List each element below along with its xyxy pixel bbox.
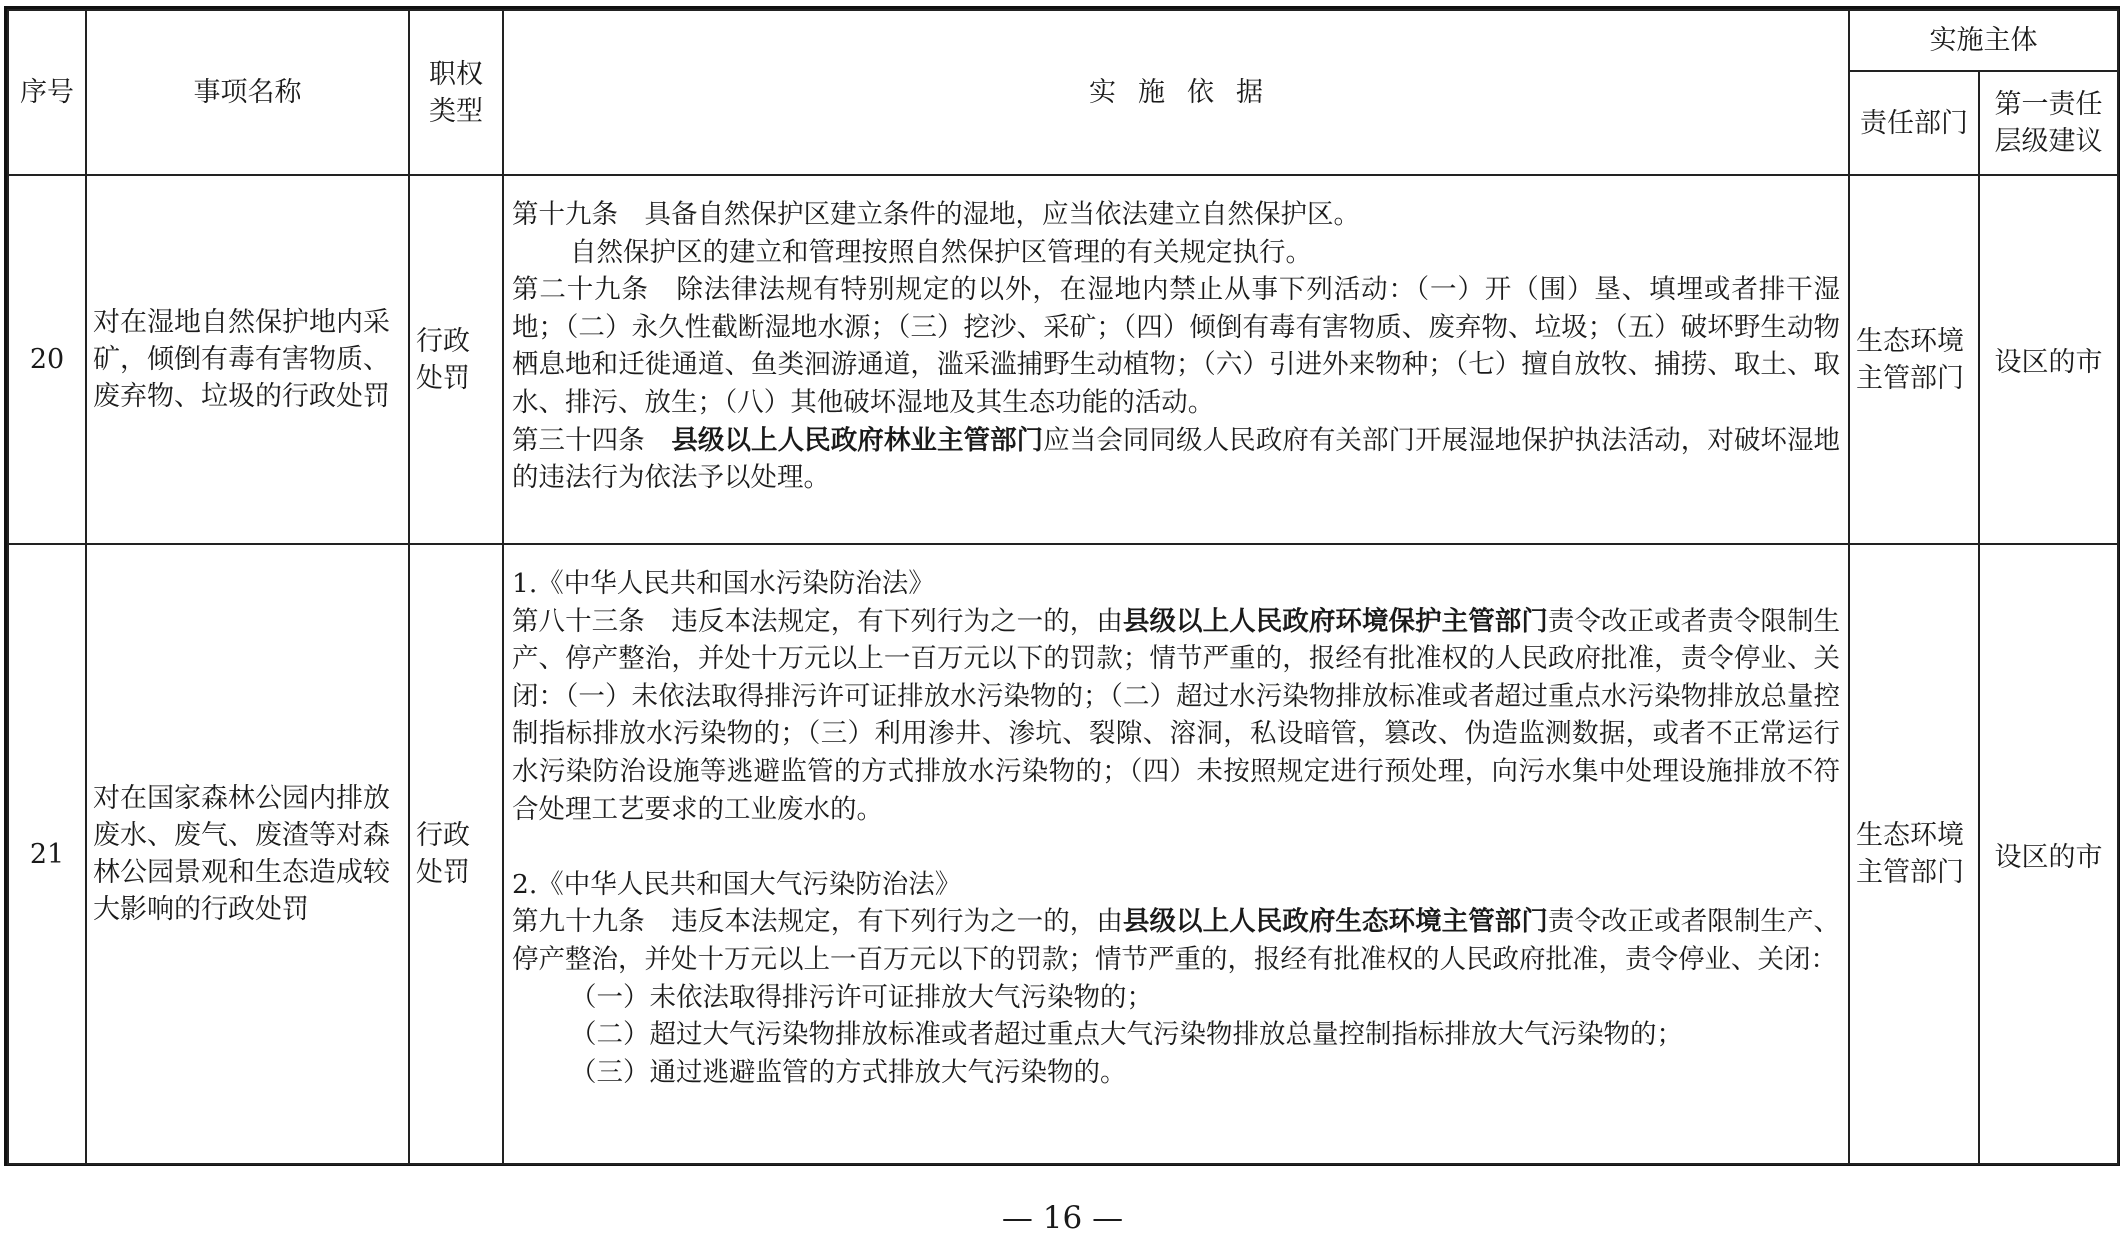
law-title: 1.《中华人民共和国水污染防治法》 bbox=[512, 568, 935, 599]
header-level bbox=[1979, 71, 2118, 175]
header-power-type bbox=[409, 10, 503, 175]
basis-paragraph bbox=[512, 903, 1840, 978]
row-item-name: 对在国家森林公园内排放废水、废气、废渣等对森林公园景观和生态造成较大影响的行政处罚 bbox=[86, 544, 409, 1164]
basis-paragraph bbox=[512, 422, 1840, 497]
responsible-authority: 县级以上人民政府生态环境主管部门 bbox=[1122, 906, 1548, 938]
law-title: 2.《中华人民共和国大气污染防治法》 bbox=[512, 868, 962, 900]
row-seq: 20 bbox=[8, 175, 86, 544]
regulation-table-sheet bbox=[4, 6, 2120, 1166]
row-level: 设区的市 bbox=[1979, 544, 2118, 1164]
basis-list-item: （一）未依法取得排污许可证排放大气污染物的； bbox=[570, 981, 1153, 1013]
responsible-authority: 县级以上人民政府林业主管部门 bbox=[671, 424, 1044, 456]
header-level-line1: 第一责任 bbox=[1994, 89, 2103, 120]
regulation-table bbox=[7, 9, 2119, 1165]
header-power-type-line1: 职权 bbox=[429, 58, 483, 90]
table-row bbox=[8, 544, 2118, 1164]
header-subject: 实施主体 bbox=[1849, 10, 2118, 71]
header-dept: 责任部门 bbox=[1849, 71, 1979, 175]
row-power-type: 行政处罚 bbox=[409, 175, 503, 544]
responsible-authority: 县级以上人民政府环境保护主管部门 bbox=[1122, 605, 1548, 637]
row-basis bbox=[503, 175, 1849, 544]
header-level-line2: 层级建议 bbox=[1994, 126, 2103, 157]
page-number: — 16 — bbox=[1001, 1200, 1124, 1236]
row-dept: 生态环境主管部门 bbox=[1849, 175, 1979, 544]
basis-paragraph: 自然保护区的建立和管理按照自然保护区管理的有关规定执行。 bbox=[570, 236, 1312, 268]
header-seq: 序号 bbox=[8, 10, 86, 175]
header-row-1 bbox=[8, 10, 2118, 71]
basis-list-item: （二）超过大气污染物排放标准或者超过重点大气污染物排放总量控制指标排放大气污染物的； bbox=[570, 1019, 1683, 1051]
row-power-type: 行政处罚 bbox=[409, 544, 503, 1164]
article-prefix: 第三十四条 bbox=[512, 424, 672, 456]
row-seq: 21 bbox=[8, 544, 86, 1164]
basis-paragraph: 第二十九条 除法律法规有特别规定的以外，在湿地内禁止从事下列活动：（一）开（围）垦、填埋或者排干湿地；（二）永久性截断湿地水源；（三）挖沙、采矿；（四）倾倒有毒有害物质、废弃物、垃圾；（五）破坏野生动物栖息地和迁徙通道、鱼类洄游通道，滥采滥捕野生动植物；（六）引进外来物种；（七）擅自放牧、捕捞、取土、取水、排污、放生；（八）其他破坏湿地及其生态功能的活动。 bbox=[512, 274, 1840, 418]
header-item-name: 事项名称 bbox=[86, 10, 409, 175]
basis-paragraph: 第十九条 具备自然保护区建立条件的湿地，应当依法建立自然保护区。 bbox=[512, 199, 1360, 230]
basis-paragraph bbox=[512, 603, 1840, 829]
row-item-name: 对在湿地自然保护地内采矿，倾倒有毒有害物质、废弃物、垃圾的行政处罚 bbox=[86, 175, 409, 544]
row-level: 设区的市 bbox=[1979, 175, 2118, 544]
row-dept: 生态环境主管部门 bbox=[1849, 544, 1979, 1164]
header-power-type-line2: 类型 bbox=[429, 95, 483, 127]
article-prefix: 第九十九条 违反本法规定，有下列行为之一的，由 bbox=[512, 906, 1123, 938]
basis-list-item: （三）通过逃避监管的方式排放大气污染物的。 bbox=[570, 1056, 1127, 1088]
table-row bbox=[8, 175, 2118, 544]
header-basis: 实施依据 bbox=[503, 10, 1849, 175]
row-basis bbox=[503, 544, 1849, 1164]
article-prefix: 第八十三条 违反本法规定，有下列行为之一的，由 bbox=[512, 605, 1123, 637]
article-text: 责令改正或者限制生产、停产整治，并处十万元以上一百万元以下的罚款；情节严重的，报经有批准权的人民政府批准，责令停业、关闭： bbox=[512, 906, 1841, 975]
article-text: 应当会同同级人民政府有关部门开展湿地保护执法活动，对破坏湿地的违法行为依法予以处理。 bbox=[512, 424, 1841, 494]
article-text: 责令改正或者责令限制生产、停产整治，并处十万元以上一百万元以下的罚款；情节严重的，报经有批准权的人民政府批准，责令停业、关闭：（一）未依法取得排污许可证排放水污染物的；（二）超过水污染物排放标准或者超过重点水污染物排放总量控制指标排放水污染物的；（三）利用渗井、渗坑、裂隙、溶洞，私设暗管，篡改、伪造监测数据，或者不正常运行水污染防治设施等逃避监管的方式排放水污染物的；（四）未按照规定进行预处理，向污水集中处理设施排放不符合处理工艺要求的工业废水的。 bbox=[512, 605, 1841, 825]
paragraph-gap bbox=[512, 828, 1840, 866]
